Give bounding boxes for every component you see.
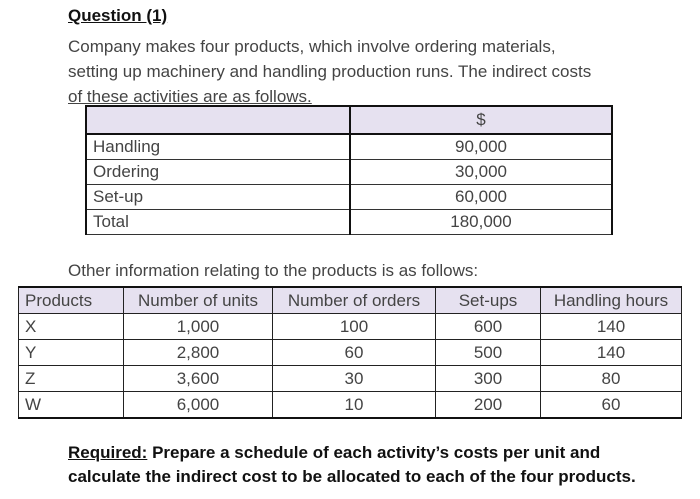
intro-line: Company makes four products, which involve ordering materials, (68, 37, 556, 56)
handling-hours-cell: 60 (541, 392, 682, 419)
activity-label: Ordering (86, 160, 350, 185)
units-cell: 2,800 (124, 340, 273, 366)
products-table (18, 286, 682, 419)
activity-label: Handling (86, 134, 350, 160)
table-row (19, 314, 682, 340)
activity-amount: 180,000 (350, 210, 612, 235)
orders-cell: 10 (273, 392, 436, 419)
intro-line: setting up machinery and handling production runs. The indirect costs (68, 62, 592, 81)
handling-hours-cell: 80 (541, 366, 682, 392)
question-intro (68, 34, 668, 109)
table-row (86, 185, 612, 210)
required-line-1 (68, 441, 668, 465)
setups-cell: 500 (436, 340, 541, 366)
product-name: W (19, 392, 124, 419)
units-cell: 6,000 (124, 392, 273, 419)
header-cell-activity (86, 106, 350, 134)
orders-cell: 100 (273, 314, 436, 340)
setups-cell: 200 (436, 392, 541, 419)
units-cell: 3,600 (124, 366, 273, 392)
header-cell-setups: Set-ups (436, 287, 541, 314)
activity-label: Set-up (86, 185, 350, 210)
activity-amount: 30,000 (350, 160, 612, 185)
header-cell-orders: Number of orders (273, 287, 436, 314)
activity-cost-table (85, 105, 613, 235)
required-text: Prepare a schedule of each activity’s costs per unit and (147, 443, 601, 462)
header-cell-products: Products (19, 287, 124, 314)
setups-cell: 300 (436, 366, 541, 392)
handling-hours-cell: 140 (541, 314, 682, 340)
setups-cell: 600 (436, 314, 541, 340)
required-line-2: calculate the indirect cost to be allocated to each of the four products. (68, 467, 636, 486)
product-name: X (19, 314, 124, 340)
table-header-row (19, 287, 682, 314)
activity-amount: 60,000 (350, 185, 612, 210)
table-row (19, 340, 682, 366)
other-info-text: Other information relating to the products is as follows: (68, 261, 479, 280)
table-row (19, 366, 682, 392)
required-instruction (68, 441, 668, 489)
table-header-row (86, 106, 612, 134)
table-row (86, 134, 612, 160)
required-label: Required: (68, 443, 148, 462)
activity-amount: 90,000 (350, 134, 612, 160)
header-cell-handling-hours: Handling hours (541, 287, 682, 314)
product-name: Z (19, 366, 124, 392)
header-cell-units: Number of units (124, 287, 273, 314)
units-cell: 1,000 (124, 314, 273, 340)
table-row (19, 392, 682, 419)
orders-cell: 60 (273, 340, 436, 366)
table-row (86, 210, 612, 235)
activity-label: Total (86, 210, 350, 235)
handling-hours-cell: 140 (541, 340, 682, 366)
question-heading: Question (1) (68, 6, 168, 25)
header-cell-currency: $ (350, 106, 612, 134)
table-row (86, 160, 612, 185)
orders-cell: 30 (273, 366, 436, 392)
product-name: Y (19, 340, 124, 366)
intro-line: of these activities are as follows. (68, 87, 312, 106)
